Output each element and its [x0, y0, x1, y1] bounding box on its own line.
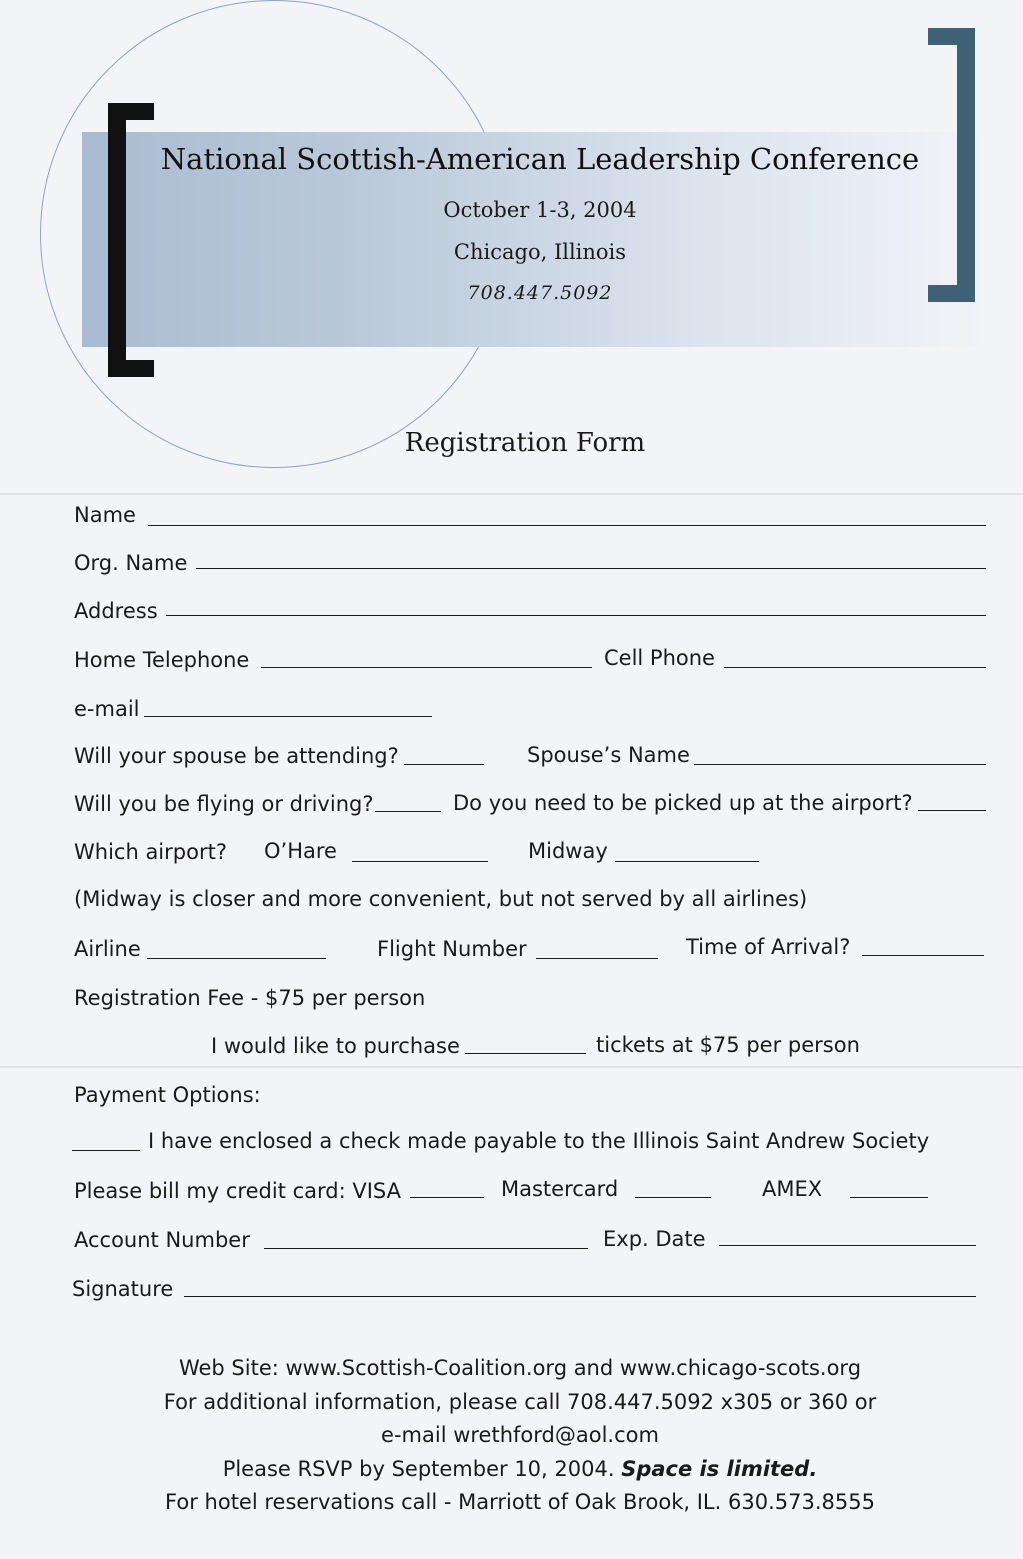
payment-options-heading: Payment Options: — [74, 1083, 261, 1107]
signature-input-line[interactable] — [184, 1296, 976, 1297]
pickup-label: Do you need to be picked up at the airport? — [453, 791, 913, 815]
rsvp-emphasis: Space is limited. — [621, 1457, 818, 1481]
mastercard-input-line[interactable] — [635, 1197, 711, 1198]
airline-input-line[interactable] — [147, 958, 326, 959]
footer-rsvp — [100, 1457, 940, 1481]
signature-label: Signature — [72, 1277, 174, 1301]
midway-input-line[interactable] — [615, 861, 759, 862]
ticket-quantity-input-line[interactable] — [465, 1053, 586, 1054]
midway-note: (Midway is closer and more convenient, but not served by all airlines) — [74, 887, 808, 911]
paper-fold — [0, 493, 1023, 495]
cell-phone-input-line[interactable] — [724, 667, 986, 668]
name-input-line[interactable] — [148, 525, 986, 526]
email-label: e-mail — [74, 697, 140, 721]
spouse-name-label: Spouse’s Name — [527, 743, 690, 767]
home-telephone-label: Home Telephone — [74, 648, 250, 672]
cell-phone-label: Cell Phone — [604, 646, 715, 670]
address-input-line[interactable] — [166, 615, 986, 616]
conference-phone: 708.447.5092 — [467, 282, 613, 304]
spouse-attending-input-line[interactable] — [404, 764, 484, 765]
address-label: Address — [74, 599, 158, 623]
mastercard-label: Mastercard — [501, 1177, 619, 1201]
purchase-prefix: I would like to purchase — [211, 1034, 460, 1058]
amex-label: AMEX — [762, 1177, 823, 1201]
email-input-line[interactable] — [144, 716, 432, 717]
ohare-label: O’Hare — [264, 839, 337, 863]
flight-number-label: Flight Number — [377, 937, 527, 961]
check-option-input-line[interactable] — [72, 1150, 140, 1151]
time-of-arrival-input-line[interactable] — [862, 955, 984, 956]
which-airport-label: Which airport? — [74, 840, 227, 864]
left-bracket — [108, 103, 154, 377]
conference-location: Chicago, Illinois — [453, 240, 627, 264]
airline-label: Airline — [74, 937, 141, 961]
pickup-input-line[interactable] — [918, 810, 986, 811]
visa-input-line[interactable] — [410, 1197, 484, 1198]
footer-hotel: For hotel reservations call - Marriott of Oak Brook, IL. 630.573.8555 — [165, 1490, 875, 1514]
midway-label: Midway — [528, 839, 608, 863]
spouse-attending-label: Will your spouse be attending? — [74, 744, 399, 768]
org-name-label: Org. Name — [74, 551, 188, 575]
home-telephone-input-line[interactable] — [261, 667, 592, 668]
exp-date-label: Exp. Date — [603, 1227, 706, 1251]
exp-date-input-line[interactable] — [719, 1245, 976, 1246]
purchase-suffix: tickets at $75 per person — [596, 1033, 860, 1057]
check-option-text: I have enclosed a check made payable to the Illinois Saint Andrew Society — [148, 1129, 930, 1153]
conference-dates: October 1-3, 2004 — [443, 198, 637, 222]
footer-info: For additional information, please call 708.447.5092 x305 or 360 or — [163, 1390, 877, 1414]
amex-input-line[interactable] — [850, 1197, 928, 1198]
conference-title: National Scottish-American Leadership Conference — [160, 142, 920, 176]
footer-website: Web Site: www.Scottish-Coalition.org and www.chicago-scots.org — [178, 1356, 862, 1380]
rsvp-text: Please RSVP by September 10, 2004. — [222, 1457, 615, 1481]
paper-fold — [0, 1066, 1023, 1068]
flying-driving-label: Will you be flying or driving? — [74, 792, 374, 816]
flight-number-input-line[interactable] — [536, 958, 658, 959]
time-of-arrival-label: Time of Arrival? — [686, 935, 851, 959]
account-number-input-line[interactable] — [264, 1248, 588, 1249]
flying-driving-input-line[interactable] — [375, 811, 441, 812]
footer-email: e-mail wrethford@aol.com — [381, 1423, 659, 1447]
org-name-input-line[interactable] — [196, 568, 986, 569]
account-number-label: Account Number — [74, 1228, 250, 1252]
right-bracket — [928, 28, 975, 302]
credit-card-label: Please bill my credit card: VISA — [74, 1179, 402, 1203]
form-title: Registration Form — [404, 428, 646, 458]
registration-fee-text: Registration Fee - $75 per person — [74, 986, 426, 1010]
ohare-input-line[interactable] — [352, 861, 488, 862]
spouse-name-input-line[interactable] — [694, 764, 986, 765]
name-label: Name — [74, 503, 136, 527]
